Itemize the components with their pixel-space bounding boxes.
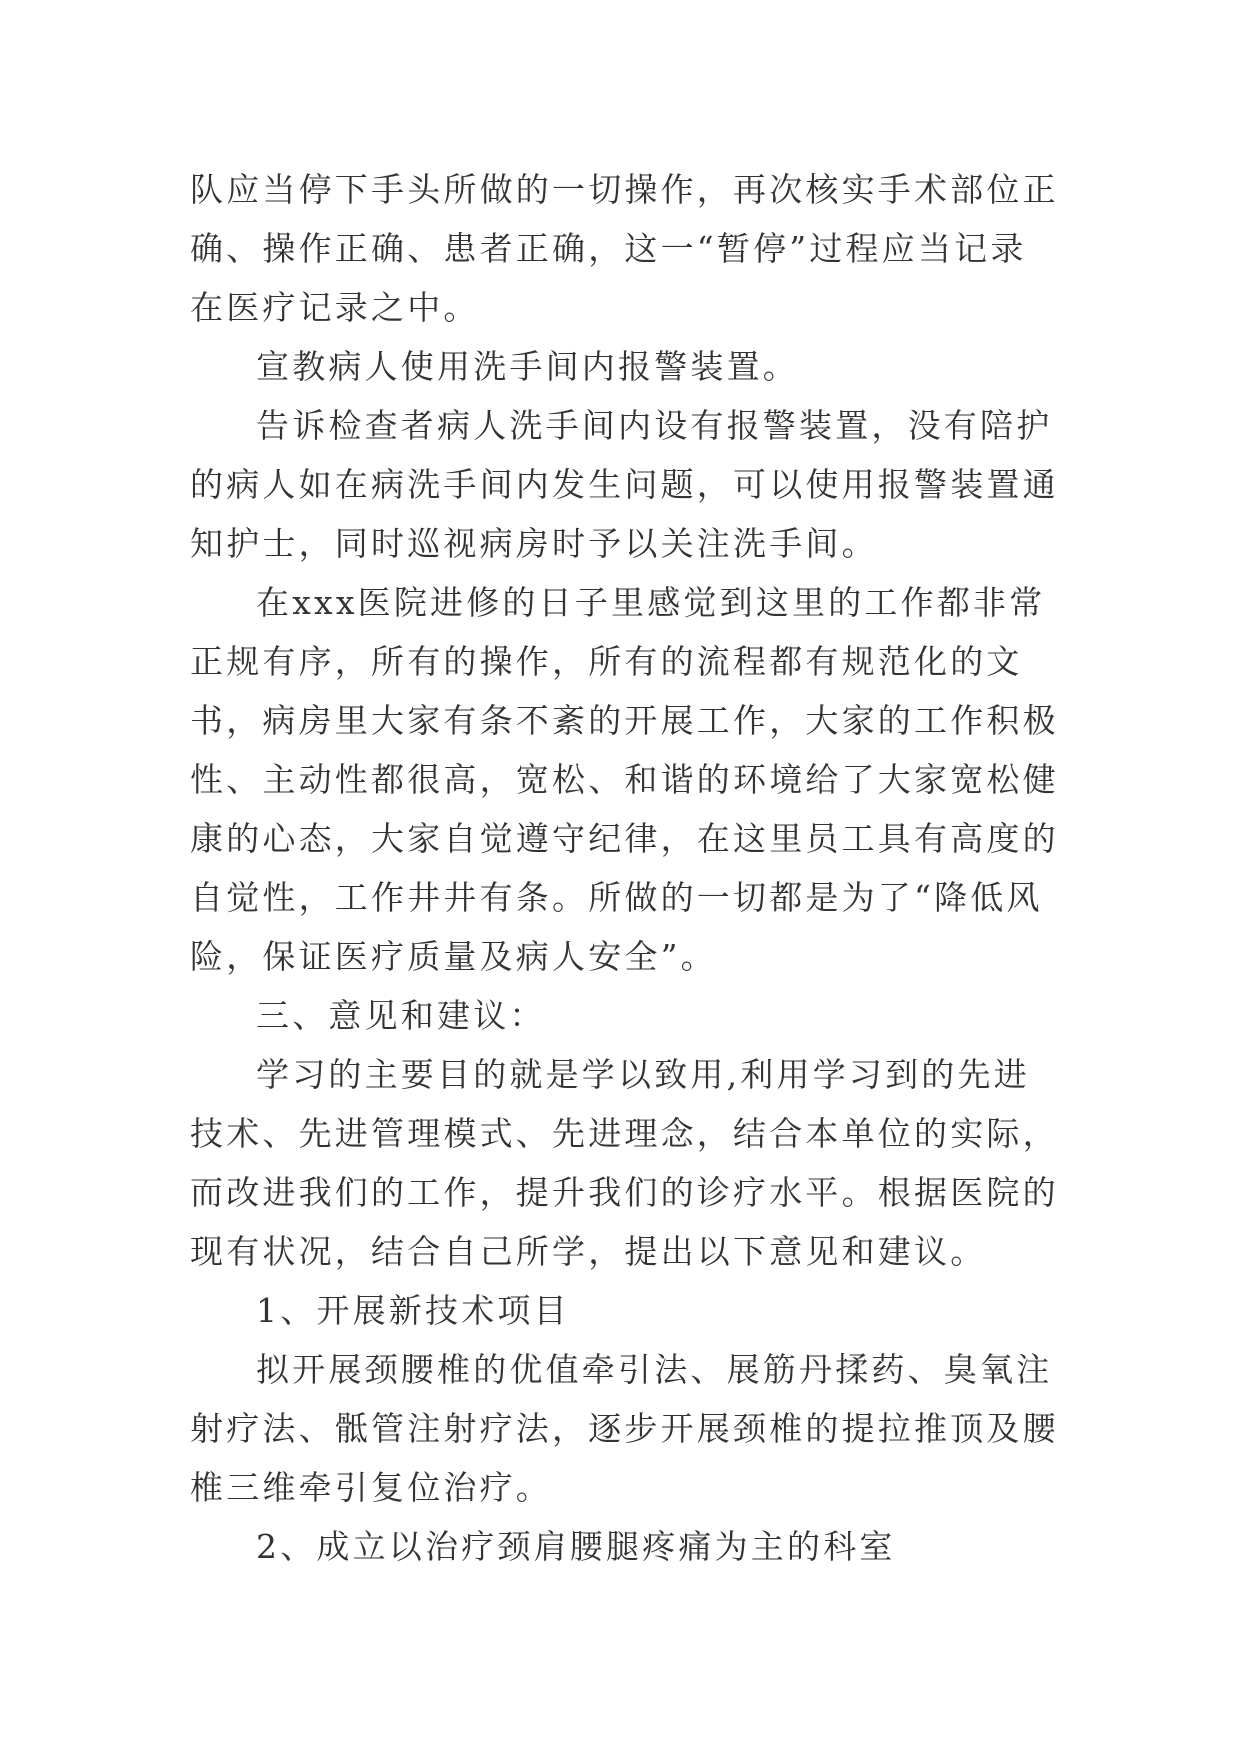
item-heading-new-techniques: 1、开展新技术项目 [256, 1291, 570, 1330]
section-heading-suggestions: 三、意见和建议： [256, 996, 546, 1035]
paragraph-hospital-experience: 在xxx医院进修的日子里感觉到这里的工作都非常正规有序，所有的操作，所有的流程都有规范化的文书，病房里大家有条不紊的开展工作，大家的工作积极性、主动性都很高，宽松、和谐的环境给了大家宽松健康的心态，大家自觉遵守纪律，在这里员工具有高度的自觉性，工作井井有条。所做的一切都是为了“降低风险，保证医疗质量及病人安全”。 [190, 583, 1059, 976]
paragraph-toilet-alarm-heading: 宣教病人使用洗手间内报警装置。 [256, 347, 799, 386]
paragraph-continuation: 队应当停下手头所做的一切操作，再次核实手术部位正确、操作正确、患者正确，这一“暂停”过程应当记录在医疗记录之中。 [190, 170, 1059, 327]
document-body [190, 160, 1060, 1576]
paragraph-new-techniques: 拟开展颈腰椎的优值牵引法、展筋丹揉药、臭氧注射疗法、骶管注射疗法，逐步开展颈椎的提拉推顶及腰椎三维牵引复位治疗。 [190, 1350, 1059, 1507]
paragraph-toilet-alarm: 告诉检查者病人洗手间内设有报警装置，没有陪护的病人如在病洗手间内发生问题，可以使用报警装置通知护士，同时巡视病房时予以关注洗手间。 [190, 406, 1059, 563]
paragraph-learning-purpose: 学习的主要目的就是学以致用,利用学习到的先进技术、先进管理模式、先进理念，结合本单位的实际，而改进我们的工作，提升我们的诊疗水平。根据医院的现有状况，结合自己所学，提出以下意见和建议。 [190, 1055, 1059, 1271]
item-heading-new-department: 2、成立以治疗颈肩腰腿疼痛为主的科室 [256, 1527, 896, 1566]
